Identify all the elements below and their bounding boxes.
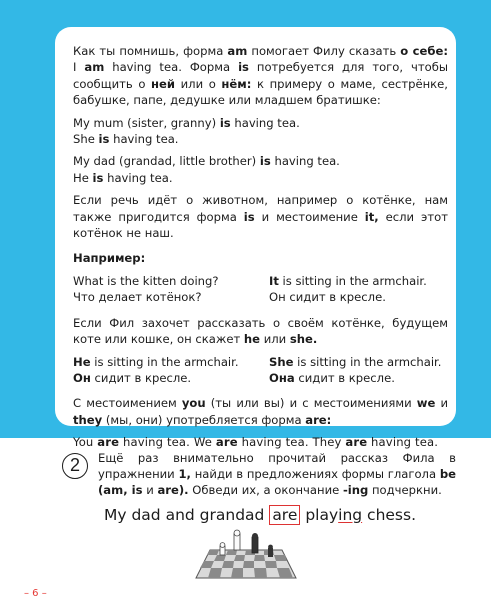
example-he: My dad (grandad, little brother) is having tea. He is having tea. <box>73 154 340 185</box>
you-we-they-paragraph: С местоимением you (ты или вы) и с местоимениями we и they (мы, они) употребляется форма are: <box>73 396 448 427</box>
rule-explanation-card <box>55 27 456 450</box>
intro-paragraph: Как ты помнишь, форма am помогает Филу сказать о себе: I am having tea. Форма is потребуется для того, чтобы сообщить о ней или о нём: к примеру о маме, сестрёнке, бабушке, папе, дедушке или младшем братишке: <box>73 44 448 108</box>
chessboard-icon <box>190 528 302 580</box>
kitten-example-ru: Что делает котёнок? Он сидит в кресле. <box>73 290 386 305</box>
he-she-example-en: He is sitting in the armchair. She is sitting in the armchair. <box>73 354 442 369</box>
he-she-example-ru: Он сидит в кресле. Она сидит в кресле. <box>73 370 395 385</box>
exercise-instruction: Ещё раз внимательно прочитай рассказ Фила в упражнении 1, найди в предложениях формы глагола be (am, is и are). Обведи их, а окончание -ing подчеркни. <box>98 451 457 498</box>
circled-verb: are <box>269 505 300 525</box>
example-heading: Например: <box>73 251 146 266</box>
page-number: – 6 – <box>24 588 47 599</box>
are-example: You are having tea. We are having tea. They are having tea. <box>73 435 439 450</box>
example-she: My mum (sister, granny) is having tea. She is having tea. <box>73 115 300 147</box>
underlined-ending: ing <box>338 506 363 524</box>
chessboard-illustration <box>190 528 302 580</box>
kitten-example-en: What is the kitten doing? It is sitting in the armchair. <box>73 273 427 288</box>
exercise-number: 2 <box>62 453 88 479</box>
fil-paragraph: Если Фил захочет рассказать о своём котёнке, будущем коте или кошке, он скажет he или she. <box>73 315 448 347</box>
animal-paragraph: Если речь идёт о животном, например о котёнке, нам также пригодится форма is и местоимение it, если этот котёнок не наш. <box>73 193 448 241</box>
example-sentence: My dad and grandad are playing chess. <box>104 506 417 524</box>
